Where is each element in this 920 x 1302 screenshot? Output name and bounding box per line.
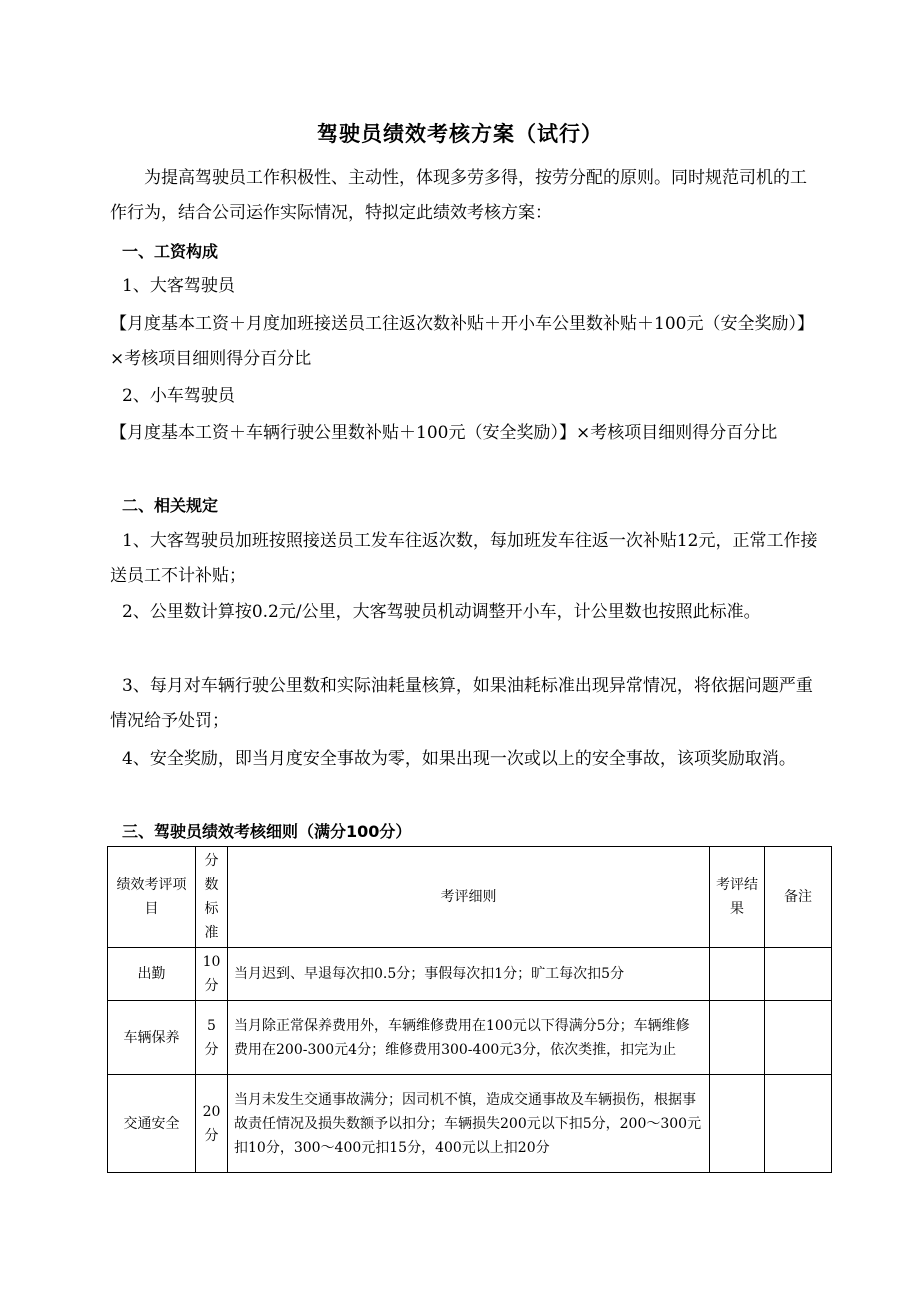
rule-item: 3、每月对车辆行驶公里数和实际油耗量核算，如果油耗标准出现异常情况，将依据问题严重情况给予处罚； [110, 676, 813, 731]
header-item: 绩效考评项目 [108, 847, 196, 948]
row-result [710, 1001, 765, 1075]
header-note: 备注 [765, 847, 832, 948]
row-score: 5分 [196, 1001, 228, 1075]
row-item: 交通安全 [108, 1075, 196, 1173]
assessment-table [107, 846, 832, 1173]
row-result [710, 948, 765, 1001]
row-score: 10分 [196, 948, 228, 1001]
row-item: 车辆保养 [108, 1001, 196, 1075]
salary-formula-car-driver: 【月度基本工资＋车辆行驶公里数补贴＋100元（安全奖励）】×考核项目细则得分百分比 [110, 423, 778, 443]
row-result [710, 1075, 765, 1173]
salary-item-bus-driver: 1、大客驾驶员 [122, 276, 235, 296]
section-heading-rules: 二、相关规定 [122, 496, 219, 515]
table-row [108, 1075, 832, 1173]
row-note [765, 1075, 832, 1173]
rule-item: 1、大客驾驶员加班按照接送员工发车往返次数，每加班发车往返一次补贴12元，正常工作接送员工不计补贴； [110, 531, 818, 586]
table-row [108, 1001, 832, 1075]
section-heading-assessment: 三、驾驶员绩效考核细则（满分100分） [122, 822, 412, 841]
row-note [765, 1001, 832, 1075]
header-result: 考评结果 [710, 847, 765, 948]
row-item: 出勤 [108, 948, 196, 1001]
row-rule: 当月迟到、早退每次扣0.5分；事假每次扣1分；旷工每次扣5分 [228, 948, 710, 1001]
salary-formula-bus-driver: 【月度基本工资＋月度加班接送员工往返次数补贴＋开小车公里数补贴＋100元（安全奖励）】×考核项目细则得分百分比 [110, 314, 814, 369]
row-rule: 当月未发生交通事故满分；因司机不慎，造成交通事故及车辆损伤，根据事故责任情况及损失数额予以扣分；车辆损失200元以下扣5分，200～300元扣10分，300～400元扣15分，400元以上扣20分 [228, 1075, 710, 1173]
salary-item-car-driver: 2、小车驾驶员 [122, 386, 235, 406]
header-rule: 考评细则 [228, 847, 710, 948]
row-score: 20分 [196, 1075, 228, 1173]
table-header-row [108, 847, 832, 948]
table-row [108, 948, 832, 1001]
intro-paragraph: 为提高驾驶员工作积极性、主动性，体现多劳多得，按劳分配的原则。同时规范司机的工作行为，结合公司运作实际情况，特拟定此绩效考核方案： [110, 168, 807, 223]
section-heading-salary: 一、工资构成 [122, 242, 219, 261]
rule-item: 4、安全奖励，即当月度安全事故为零，如果出现一次或以上的安全事故，该项奖励取消。 [122, 749, 796, 769]
document-title: 驾驶员绩效考核方案（试行） [317, 122, 603, 146]
row-rule: 当月除正常保养费用外，车辆维修费用在100元以下得满分5分；车辆维修费用在200-300元4分；维修费用300-400元3分，依次类推，扣完为止 [228, 1001, 710, 1075]
row-note [765, 948, 832, 1001]
header-score: 分数标准 [196, 847, 228, 948]
rule-item: 2、公里数计算按0.2元/公里，大客驾驶员机动调整开小车，计公里数也按照此标准。 [122, 602, 761, 622]
